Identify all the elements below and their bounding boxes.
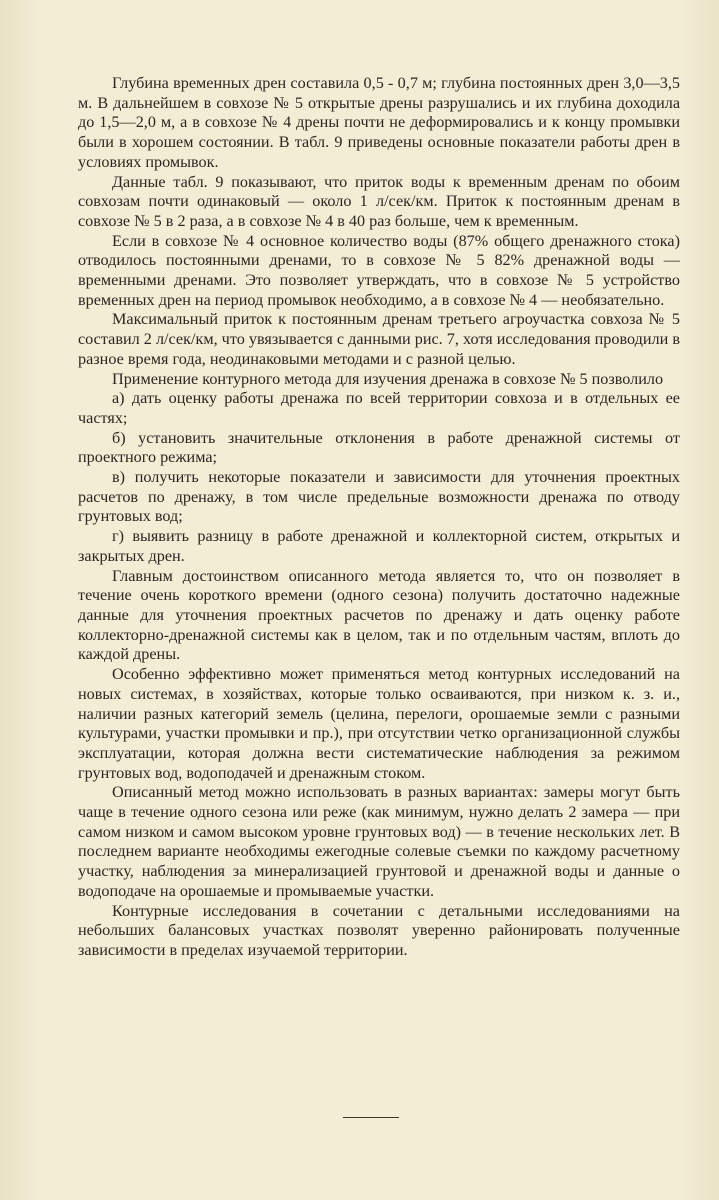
paragraph-variants: Описанный метод можно использовать в разных вариантах: замеры могут быть чаще в течение одного сезона или реже (как минимум, нужно делать 2 замера — при самом низком и самом высоком уровне грунтовых вод) — в течение нескольких лет. В последнем варианте необходимы ежегодные солевые съемки по каждому расчетному участку, наблюдения за минерализацией грунтовой и дренажной воды и данные о водоподаче на орошаемые и промываемые участки. [78, 783, 680, 900]
paragraph-contour-method-intro: Применение контурного метода для изучения дренажа в совхозе № 5 позволило [112, 369, 664, 388]
list-item-d: г) выявить разницу в работе дренажной и коллекторной систем, открытых и закрытых дрен. [78, 527, 680, 565]
paragraph-max-inflow: Максимальный приток к постоянным дренам третьего агроучастка совхоза № 5 составил 2 л/сек/км, что увязывается с данными рис. 7, хотя исследования проводили в разное время года, неодинаковыми методами и с разной целью. [78, 310, 680, 368]
paragraph-new-systems: Особенно эффективно может применяться метод контурных исследований на новых системах, в хозяйствах, которые только осваиваются, при низком к. з. и., наличии разных категорий земель (целина, перелоги, орошаемые земли с разными культурами, участки промывки и пр.), при отсутствии четко организационной службы эксплуатации, которая должна вести систематические наблюдения за режимом грунтовых вод, водоподачей и дренажным стоком. [78, 665, 680, 782]
body-text [78, 74, 680, 961]
paragraph-drainage-share: Если в совхозе № 4 основное количество воды (87% общего дренажного стока) отводилось постоянными дренами, то в совхозе № 5 82% дренажной воды — временными дренами. Это позволяет утверждать, что в совхозе № 5 устройство временных дрен на период промывок необходимо, а в совхозе № 4 — необязательно. [78, 231, 680, 309]
paragraph-conclusion: Контурные исследования в сочетании с детальными исследованиями на небольших балансовых участках позволят уверенно районировать полученные зависимости в пределах изучаемой территории. [78, 901, 680, 959]
list-item-c: в) получить некоторые показатели и зависимости для уточнения проектных расчетов по дренажу, в том числе предельные возможности дренажа по отводу грунтовых вод; [78, 468, 680, 526]
list-item-b: б) установить значительные отклонения в работе дренажной системы от проектного режима; [78, 428, 680, 467]
paragraph-inflow-comparison: Данные табл. 9 показывают, что приток воды к временным дренам по обоим совхозам почти одинаковый — около 1 л/сек/км. Приток к постоянным дренам в совхозе № 5 в 2 раза, а в совхозе № 4 в 40 раз больше, чем к временным. [78, 172, 680, 230]
list-item-a: а) дать оценку работы дренажа по всей территории совхоза и в отдельных ее частях; [78, 389, 680, 427]
section-end-rule [343, 1117, 399, 1118]
paragraph-drain-depth: Глубина временных дрен составила 0,5 - 0,7 м; глубина постоянных дрен 3,0—3,5 м. В дальнейшем в совхозе № 5 открытые дрены разрушались и их глубина доходила до 1,5—2,0 м, а в совхозе № 4 дрены почти не деформировались и к концу промывки были в хорошем состоянии. В табл. 9 приведены основные показатели работы дрен в условиях промывок. [78, 74, 680, 171]
paragraph-main-advantage: Главным достоинством описанного метода является то, что он позволяет в течение очень короткого времени (одного сезона) получить достаточно надежные данные для уточнения проектных расчетов по дренажу и дать оценку работе коллекторно-дренажной системы как в целом, так и по отдельным частям, вплоть до каждой дрены. [78, 566, 680, 664]
